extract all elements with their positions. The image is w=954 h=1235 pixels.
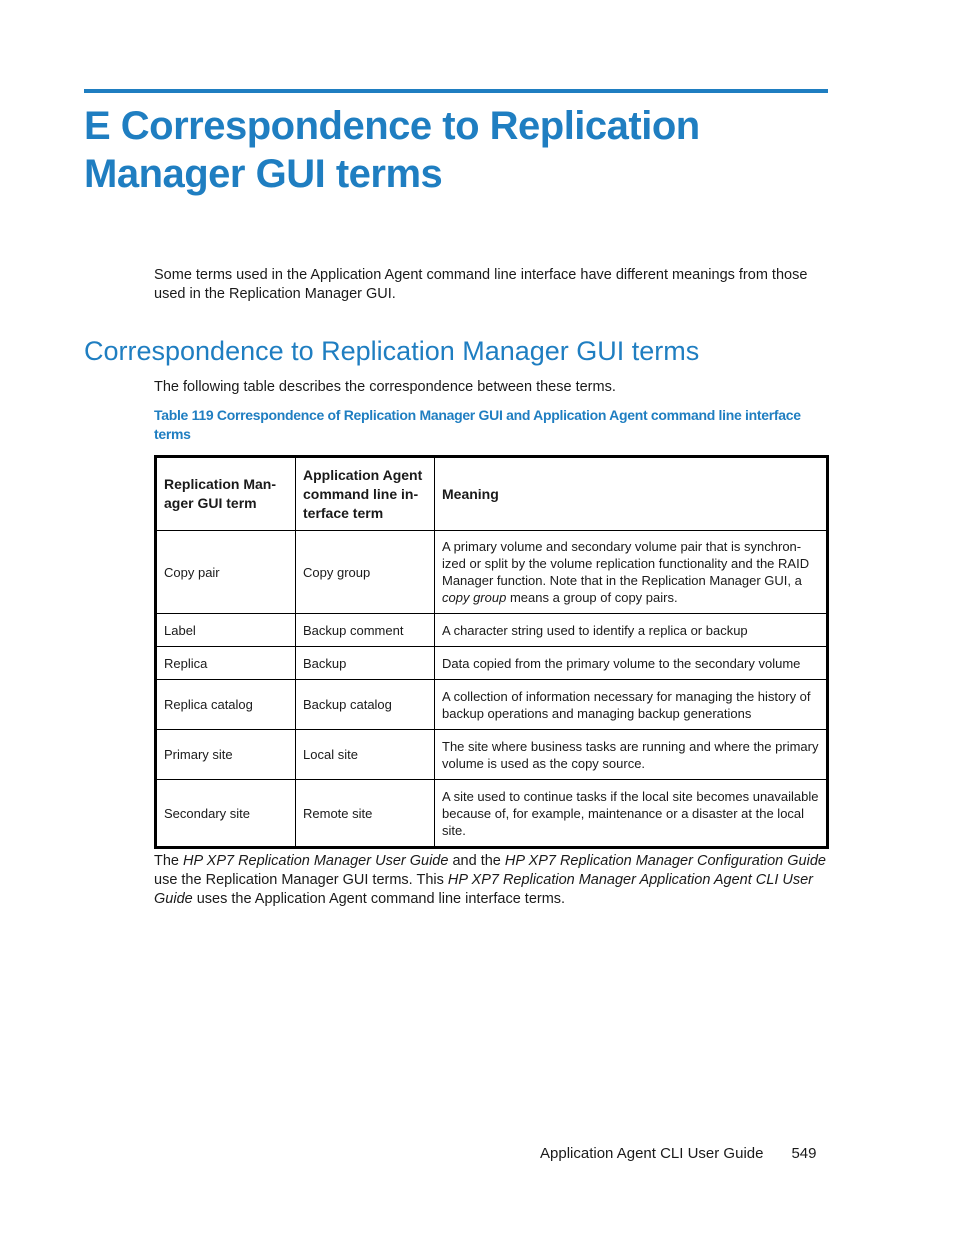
intro-paragraph: Some terms used in the Application Agent command line interface have different meanings from those used in the Replication Manager GUI. [154,267,808,302]
closing-text: uses the Application Agent command line interface terms. [192,891,566,907]
cell-meaning [435,531,828,614]
cell-cli-term: Backup [296,647,435,680]
cell-cli-term: Remote site [296,780,435,848]
table-row [156,680,828,730]
table-header-row [156,457,828,531]
cell-gui-term: Replica [156,647,296,680]
cell-gui-term: Primary site [156,730,296,780]
footer-guide-title: Application Agent CLI User Guide [540,1145,764,1162]
cell-meaning: A character string used to identify a replica or backup [435,614,828,647]
table-row [156,647,828,680]
meaning-italic-term: copy group [442,590,507,605]
header-cli-term: Application Agent command line in-terface term [296,457,435,531]
cell-meaning: A collection of information necessary for managing the history of backup operations and managing backup generations [435,680,828,730]
closing-paragraph [154,852,834,909]
table-row [156,730,828,780]
table-caption: Table 119 Correspondence of Replication Manager GUI and Application Agent command line interface terms [154,407,801,442]
chapter-title: E Correspondence to Replication Manager GUI terms [84,104,700,196]
cell-gui-term: Copy pair [156,531,296,614]
header-gui-term: Replication Man-ager GUI term [156,457,296,531]
section-lead: The following table describes the correspondence between these terms. [154,379,616,395]
closing-text: use the Replication Manager GUI terms. This [154,872,448,888]
table-row [156,531,828,614]
cell-meaning: A site used to continue tasks if the local site becomes unavailable because of, for example, maintenance or a disaster at the local site. [435,780,828,848]
meaning-text: A primary volume and secondary volume pair that is synchron-ized or split by the volume replication functionality and the RAID Manager function. Note that in the Replication Manager GUI, a [442,539,810,588]
cell-gui-term: Label [156,614,296,647]
table-row [156,780,828,848]
cell-cli-term: Local site [296,730,435,780]
cell-meaning: Data copied from the primary volume to the secondary volume [435,647,828,680]
page-footer [540,1144,817,1163]
closing-doc-title: HP XP7 Replication Manager User Guide [183,853,449,869]
closing-text: The [154,853,184,869]
cell-cli-term: Backup comment [296,614,435,647]
closing-doc-title: HP XP7 Replication Manager Configuration Guide [504,853,826,869]
page-number: 549 [791,1145,817,1162]
terms-table [154,455,829,849]
cell-meaning: The site where business tasks are running and where the primary volume is used as the copy source. [435,730,828,780]
cell-gui-term: Replica catalog [156,680,296,730]
chapter-top-rule [84,89,828,93]
closing-text: and the [448,853,505,869]
cell-cli-term: Backup catalog [296,680,435,730]
closing-doc-title: HP XP7 Replication Manager Application Agent CLI User Guide [154,872,813,907]
cell-cli-term: Copy group [296,531,435,614]
cell-gui-term: Secondary site [156,780,296,848]
meaning-text: means a group of copy pairs. [506,590,678,605]
header-meaning: Meaning [435,457,828,531]
table-row [156,614,828,647]
section-title: Correspondence to Replication Manager GUI terms [84,336,700,366]
